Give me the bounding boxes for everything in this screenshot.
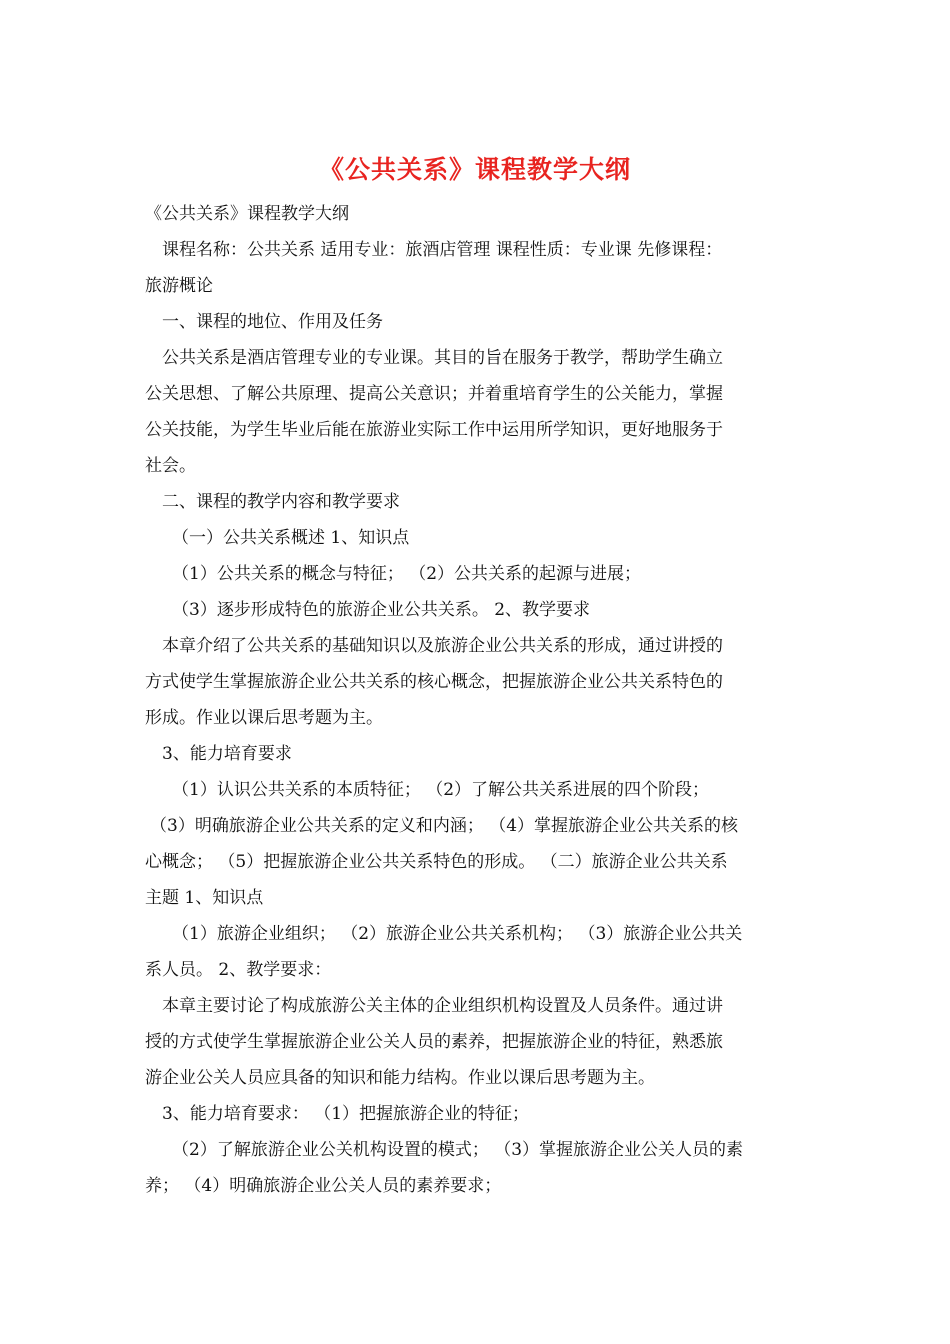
- text-line: （1）公共关系的概念与特征； （2）公共关系的起源与进展；: [172, 564, 642, 584]
- text-line: 形成。作业以课后思考题为主。: [145, 708, 383, 728]
- text-line: 授的方式使学生掌握旅游企业公关人员的素养，把握旅游企业的特征，熟悉旅: [145, 1032, 723, 1052]
- text-line: 养； （4）明确旅游企业公关人员的素养要求；: [145, 1176, 502, 1196]
- text-line: 主题 1、知识点: [145, 888, 264, 908]
- text-line: （1）旅游企业组织； （2）旅游企业公共关系机构； （3）旅游企业公共关: [172, 924, 743, 944]
- text-line: 心概念； （5）把握旅游企业公共关系特色的形成。 （二）旅游企业公共关系: [145, 852, 728, 872]
- text-line: 公关思想、了解公共原理、提高公关意识；并着重培育学生的公关能力，掌握: [145, 384, 723, 404]
- text-line: 课程名称：公共关系 适用专业：旅酒店管理 课程性质：专业课 先修课程：: [162, 240, 723, 260]
- document-title: 《公共关系》课程教学大纲: [318, 155, 631, 184]
- text-line: 社会。: [145, 456, 196, 476]
- text-line: 公共关系是酒店管理专业的专业课。其目的旨在服务于教学，帮助学生确立: [162, 348, 723, 368]
- text-line: 二、课程的教学内容和教学要求: [162, 492, 400, 512]
- text-line: 系人员。 2、教学要求：: [145, 960, 332, 980]
- text-line: （1）认识公共关系的本质特征； （2）了解公共关系进展的四个阶段；: [172, 780, 710, 800]
- text-line: （3）明确旅游企业公共关系的定义和内涵； （4）掌握旅游企业公共关系的核: [150, 816, 739, 836]
- text-line: 游企业公关人员应具备的知识和能力结构。作业以课后思考题为主。: [145, 1068, 655, 1088]
- text-line: 公关技能，为学生毕业后能在旅游业实际工作中运用所学知识，更好地服务于: [145, 420, 723, 440]
- text-line: （3）逐步形成特色的旅游企业公共关系。 2、教学要求: [172, 600, 591, 620]
- text-line: 本章主要讨论了构成旅游公关主体的企业组织机构设置及人员条件。通过讲: [162, 996, 723, 1016]
- text-line: 方式使学生掌握旅游企业公共关系的核心概念，把握旅游企业公共关系特色的: [145, 672, 723, 692]
- text-line: 旅游概论: [145, 276, 213, 296]
- text-line: 一、课程的地位、作用及任务: [162, 312, 383, 332]
- text-line: （一）公共关系概述 1、知识点: [172, 528, 410, 548]
- text-line: 3、能力培育要求: [162, 744, 292, 764]
- text-line: 《公共关系》课程教学大纲: [145, 204, 349, 224]
- document-body: [145, 196, 810, 1204]
- text-line: 本章介绍了公共关系的基础知识以及旅游企业公共关系的形成，通过讲授的: [162, 636, 723, 656]
- text-line: （2）了解旅游企业公关机构设置的模式； （3）掌握旅游企业公关人员的素: [172, 1140, 744, 1160]
- text-line: 3、能力培育要求： （1）把握旅游企业的特征；: [162, 1104, 530, 1124]
